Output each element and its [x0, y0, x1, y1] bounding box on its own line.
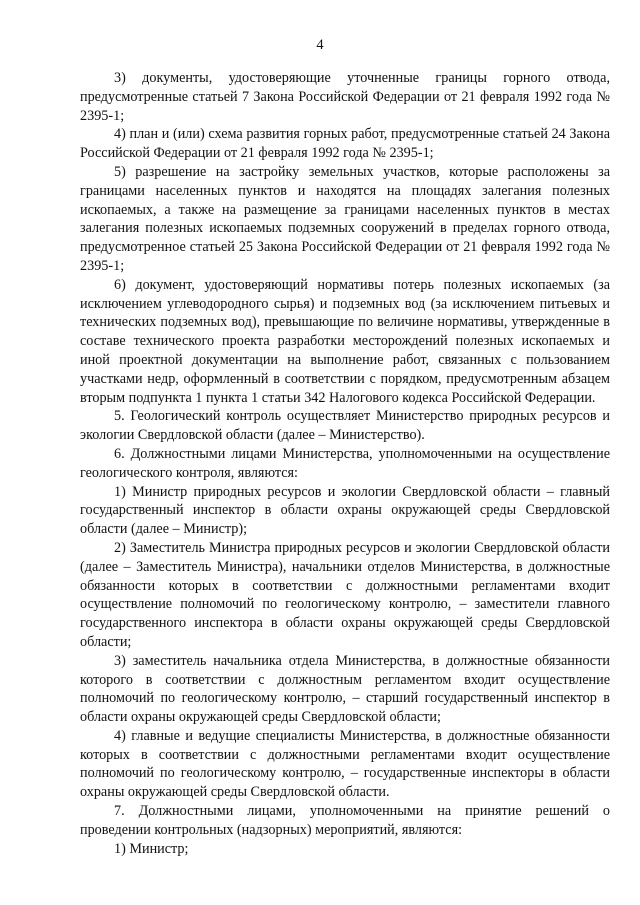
paragraph-item-3-documents: 3) документы, удостоверяющие уточненные границы горного отвода, предусмотренные статьей 7 Закона Российской Федерации от 21 февраля 1992 года № 2395-1; — [80, 70, 610, 124]
paragraph-official-deputy-head: 3) заместитель начальника отдела Министерства, в должностные обязанности которого в соответствии с должностным регламентом входит осуществление полномочий по геологическому контролю, – старший государственный инспектор в области охраны окружающей среды Свердловской области; — [80, 652, 610, 726]
paragraph-section-7: 7. Должностными лицами, уполномоченными на принятие решений о проведении контрольных (надзорных) мероприятий, являются: — [80, 803, 610, 838]
paragraph-section-6: 6. Должностными лицами Министерства, уполномоченными на осуществление геологического контроля, являются: — [80, 445, 610, 481]
paragraph-section-5: 5. Геологический контроль осуществляет Министерство природных ресурсов и экологии Свердловской области (далее – Министерство). — [80, 408, 610, 444]
paragraph-item-6-loss-norms: 6) документ, удостоверяющий нормативы потерь полезных ископаемых (за исключением углеводородного сырья) и подземных вод (за исключением питьевых и технических подземных вод), превышающие по величине нормативы, утвержденные в составе технического проекта разработки месторождений полезных ископаемых и иной проектной документации на выполнение работ, связанных с пользованием участками недр, оформленный в соответствии с порядком, предусмотренным абзацем вторым подпункта 1 пункта 1 статьи 342 Налогового кодекса Российской Федерации. — [80, 276, 610, 406]
page-number: 4 — [316, 37, 324, 53]
paragraph-item-5-permit: 5) разрешение на застройку земельных участков, которые расположены за границами населенных пунктов и находятся на площадях залегания полезных ископаемых, а также на размещение за границами населенных пунктов в местах залегания полезных ископаемых подземных сооружений в пределах горного отвода, предусмотренное статьей 25 Закона Российской Федерации от 21 февраля 1992 года № 2395-1; — [80, 163, 610, 274]
paragraph-official-specialists: 4) главные и ведущие специалисты Министерства, в должностные обязанности которых в соответствии с должностными регламентами входит осуществление полномочий по геологическому контролю, – государственные инспекторы в области охраны окружающей среды Свердловской области. — [80, 727, 610, 801]
paragraph-item-1-minister: 1) Министр; — [114, 840, 189, 857]
document-body — [80, 69, 610, 858]
paragraph-official-minister: 1) Министр природных ресурсов и экологии Свердловской области – главный государственный инспектор в области охраны окружающей среды Свердловской области (далее – Министр); — [80, 483, 610, 538]
paragraph-official-deputy: 2) Заместитель Министра природных ресурсов и экологии Свердловской области (далее – Заместитель Министра), начальники отделов Министерства, в должностные обязанности которых в соответствии с должностными регламентами входит осуществление полномочий по геологическому контролю, – заместители главного государственного инспектора в области охраны окружающей среды Свердловской области; — [80, 539, 610, 650]
paragraph-item-4-plan: 4) план и (или) схема развития горных работ, предусмотренные статьей 24 Закона Российской Федерации от 21 февраля 1992 года № 2395-1; — [80, 126, 610, 162]
